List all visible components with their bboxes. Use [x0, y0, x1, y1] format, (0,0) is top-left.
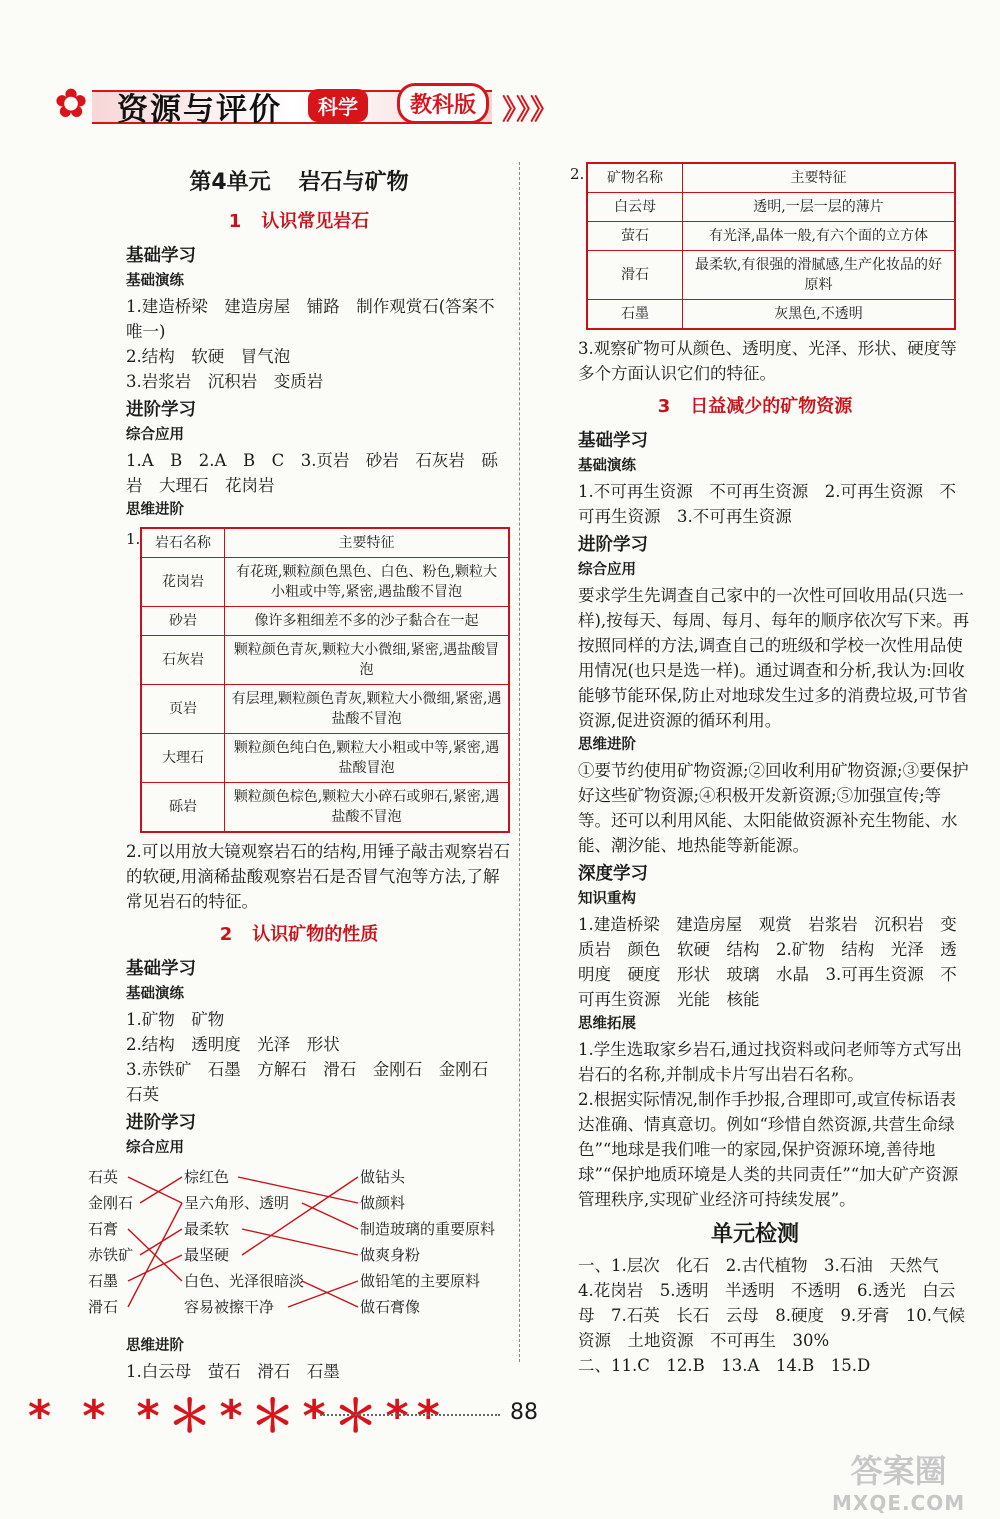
table-row [587, 222, 955, 251]
table-cell: 有光泽,晶体一般,有六个面的立方体 [683, 222, 956, 251]
table-cell: 大理石 [141, 734, 225, 783]
subheading: 基础演练 [126, 986, 184, 1002]
heading: 基础学习 [578, 431, 648, 451]
table-cell: 石墨 [587, 300, 683, 330]
subheading: 思维进阶 [578, 737, 636, 753]
table-row [141, 607, 509, 636]
matching-lines [88, 1165, 508, 1330]
table-row [587, 300, 955, 330]
answer-line: 1.白云母 萤石 滑石 石墨 [126, 1362, 340, 1381]
decorative-stars: * * *＊*＊*＊** [28, 1391, 448, 1442]
table-cell: 颗粒颜色青灰,颗粒大小微细,紧密,遇盐酸冒泡 [225, 636, 510, 685]
table-cell: 最柔软,有很强的滑腻感,生产化妆品的好原料 [683, 251, 956, 300]
match-item: 石英 [88, 1168, 119, 1186]
match-item: 做铅笔的主要原料 [360, 1272, 481, 1290]
table-row [141, 734, 509, 783]
matching-diagram [88, 1165, 508, 1330]
section-3-title: 3 日益减少的矿物资源 [657, 396, 853, 417]
match-item: 石墨 [88, 1272, 119, 1290]
table-cell: 花岗岩 [141, 558, 225, 607]
table-header: 主要特征 [683, 163, 956, 193]
match-item: 呈六角形、透明 [184, 1194, 290, 1212]
right-column [540, 160, 970, 1378]
answer-paragraph: 1.建造桥梁 建造房屋 观赏 岩浆岩 沉积岩 变质岩 颜色 软硬 结构 2.矿物 结构 光泽 透明度 硬度 形状 玻璃 水晶 3.可再生资源 不可再生资源 光能 核能 [578, 915, 957, 1009]
match-item: 容易被擦干净 [184, 1298, 275, 1316]
table-cell: 像许多粗细差不多的沙子黏合在一起 [225, 607, 510, 636]
answer-paragraph: 1.学生选取家乡岩石,通过找资料或问老师等方式写出岩石的名称,并制成卡片写出岩石名称。 [578, 1040, 962, 1084]
match-item: 做钻头 [360, 1168, 406, 1186]
table-cell: 有层理,颗粒颜色青灰,颗粒大小微细,紧密,遇盐酸不冒泡 [225, 685, 510, 734]
subheading: 思维拓展 [578, 1016, 636, 1032]
column-divider [519, 162, 520, 1362]
table-cell: 砂岩 [141, 607, 225, 636]
edition-badge: 教科版 [397, 83, 489, 124]
answer-line: 2.结构 软硬 冒气泡 [126, 347, 291, 366]
subheading: 思维进阶 [126, 502, 184, 518]
page-header [22, 70, 559, 130]
answer-paragraph: 2.根据实际情况,制作手抄报,合理即可,或宣传标语表达准确、情真意切。例如“珍惜自然资源,共营生命绿色”“地球是我们唯一的家园,保护资源环境,善待地球”“保护地质环境是人类的共同责任”“加大矿产资源管理秩序,实现矿业经济可持续发展”。 [578, 1090, 959, 1209]
unit-test-title: 单元检测 [710, 1222, 799, 1247]
heading: 进阶学习 [126, 1113, 196, 1133]
match-item: 石膏 [88, 1220, 119, 1238]
page-number: 88 [510, 1400, 538, 1425]
match-item: 做爽身粉 [360, 1246, 421, 1264]
heading: 深度学习 [578, 864, 648, 884]
table-header: 岩石名称 [141, 528, 225, 558]
match-item: 棕红色 [184, 1168, 230, 1186]
watermark-url: MXQE.COM [832, 1491, 966, 1515]
subheading: 综合应用 [126, 1140, 184, 1156]
table-header: 主要特征 [225, 528, 510, 558]
answer-line: 二、11.C 12.B 13.A 14.B 15.D [578, 1356, 871, 1375]
table-cell: 灰黑色,不透明 [683, 300, 956, 330]
subheading: 基础演练 [578, 458, 636, 474]
match-item: 滑石 [88, 1298, 119, 1316]
answer-paragraph: 一、1.层次 化石 2.古代植物 3.石油 天然气 4.花岗岩 5.透明 半透明 不透明 6.透光 白云母 7.石英 长石 云母 8.硬度 9.牙膏 10.气候资源 土地资源 不可再生 30% [578, 1256, 965, 1350]
unit-title: 第4单元 岩石与矿物 [189, 170, 409, 195]
table-row [587, 251, 955, 300]
subheading: 思维进阶 [126, 1338, 184, 1354]
watermark-logo: 答案圈 [850, 1452, 947, 1490]
match-item: 赤铁矿 [88, 1246, 134, 1264]
subheading: 综合应用 [126, 427, 184, 443]
star-logo-icon: ✿ [54, 81, 88, 127]
arrows-icon: 》》》 [502, 93, 559, 126]
table-cell: 白云母 [587, 193, 683, 222]
match-item: 做石膏像 [360, 1298, 421, 1316]
table-cell: 有花斑,颗粒颜色黑色、白色、粉色,颗粒大小粗或中等,紧密,遇盐酸不冒泡 [225, 558, 510, 607]
answer-paragraph: 要求学生先调查自己家中的一次性可回收用品(只选一样),按每天、每周、每月、每年的顺序依次写下来。再按照同样的方法,调查自己的班级和学校一次性用品使用情况(也只是选一样)。通过调查和分析,我认为:回收能够节能环保,防止对地球发生过多的消费垃圾,可节省资源,促进资源的循环利用。 [578, 586, 970, 730]
table-cell: 页岩 [141, 685, 225, 734]
heading: 进阶学习 [578, 535, 648, 555]
section-1-title: 1 认识常见岩石 [228, 211, 370, 232]
footer-dots [320, 1404, 500, 1416]
table-row [141, 783, 509, 833]
table-row [141, 558, 509, 607]
answer-line: 3.观察矿物可从颜色、透明度、光泽、形状、硬度等多个方面认识它们的特征。 [578, 339, 957, 383]
table-header: 矿物名称 [587, 163, 683, 193]
answer-paragraph: ①要节约使用矿物资源;②回收利用矿物资源;③要保护好这些矿物资源;④积极开发新资源;⑤加强宣传;等等。还可以利用风能、太阳能做资源补充生物能、水能、潮汐能、地热能等新能源。 [578, 761, 969, 855]
brand-title: 资源与评价 [117, 92, 282, 128]
table-number: 2. [570, 165, 585, 183]
table-number: 1. [126, 530, 141, 548]
mineral-table-wrap [540, 162, 970, 330]
answer-line: 1.A B 2.A B C 3.页岩 砂岩 石灰岩 砾岩 大理石 花岗岩 [126, 451, 498, 495]
table-header-row [587, 163, 955, 193]
section-2-title: 2 认识矿物的性质 [219, 924, 379, 945]
match-item: 制造玻璃的重要原料 [360, 1220, 496, 1238]
heading: 进阶学习 [126, 400, 196, 420]
answer-line: 3.岩浆岩 沉积岩 变质岩 [126, 372, 324, 391]
subheading: 综合应用 [578, 562, 636, 578]
table-cell: 滑石 [587, 251, 683, 300]
match-item: 白色、光泽很暗淡 [184, 1272, 305, 1290]
answer-line: 2.可以用放大镜观察岩石的结构,用锤子敲击观察岩石的软硬,用滴稀盐酸观察岩石是否冒气泡等方法,了解常见岩石的特征。 [126, 842, 510, 911]
table-cell: 颗粒颜色棕色,颗粒大小碎石或卵石,紧密,遇盐酸不冒泡 [225, 783, 510, 833]
table-row [141, 636, 509, 685]
table-cell: 砾岩 [141, 783, 225, 833]
match-item: 最坚硬 [184, 1246, 230, 1264]
table-row [141, 685, 509, 734]
table-cell: 萤石 [587, 222, 683, 251]
match-item: 金刚石 [88, 1194, 134, 1212]
table-cell: 颗粒颜色纯白色,颗粒大小粗或中等,紧密,遇盐酸冒泡 [225, 734, 510, 783]
left-column [88, 160, 510, 1384]
answer-line: 1.不可再生资源 不可再生资源 2.可再生资源 不可再生资源 3.不可再生资源 [578, 482, 956, 526]
subheading: 知识重构 [578, 891, 636, 907]
table-header-row [141, 528, 509, 558]
heading: 基础学习 [126, 246, 196, 266]
answer-line: 1.建造桥梁 建造房屋 铺路 制作观赏石(答案不唯一) [126, 297, 495, 341]
watermark [832, 1452, 966, 1519]
match-item: 最柔软 [184, 1220, 230, 1238]
rock-table [140, 527, 510, 833]
answer-line: 3.赤铁矿 石墨 方解石 滑石 金刚石 金刚石 石英 [126, 1060, 505, 1104]
answer-line: 1.矿物 矿物 [126, 1010, 225, 1029]
heading: 基础学习 [126, 959, 196, 979]
match-item: 做颜料 [360, 1194, 406, 1212]
table-row [587, 193, 955, 222]
rock-table-wrap [88, 527, 510, 833]
mineral-table [586, 162, 956, 330]
subheading: 基础演练 [126, 273, 184, 289]
answer-line: 2.结构 透明度 光泽 形状 [126, 1035, 340, 1054]
table-cell: 透明,一层一层的薄片 [683, 193, 956, 222]
subject-badge: 科学 [308, 89, 368, 122]
table-cell: 石灰岩 [141, 636, 225, 685]
